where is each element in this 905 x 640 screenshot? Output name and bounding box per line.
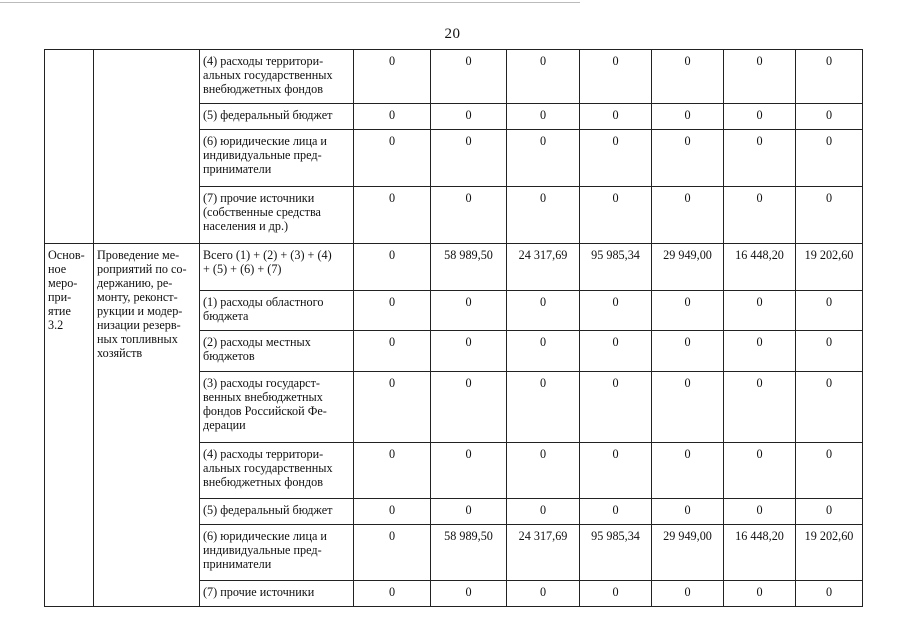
value-cell-text: 0 bbox=[465, 335, 472, 349]
value-cell-text: 58 989,50 bbox=[444, 529, 493, 543]
value-cell bbox=[354, 130, 431, 187]
value-cell bbox=[652, 331, 724, 372]
value-cell bbox=[580, 581, 652, 607]
value-cell bbox=[796, 331, 863, 372]
budget-table bbox=[44, 49, 863, 607]
value-cell-text: 16 448,20 bbox=[735, 248, 784, 262]
value-cell-text: 0 bbox=[684, 503, 691, 517]
value-cell bbox=[431, 187, 507, 244]
value-cell-text: 0 bbox=[539, 447, 547, 461]
funding-source-cell bbox=[200, 104, 354, 130]
value-cell bbox=[354, 443, 431, 499]
value-cell bbox=[431, 291, 507, 331]
value-cell-text: 0 bbox=[684, 585, 691, 599]
value-cell bbox=[507, 130, 580, 187]
value-cell-text: 0 bbox=[612, 54, 619, 68]
funding-source-cell-text: (6) юридические лица и индивидуальные пред- приниматели bbox=[203, 134, 327, 176]
value-cell-text: 0 bbox=[756, 447, 763, 461]
value-cell bbox=[431, 372, 507, 443]
value-cell bbox=[652, 581, 724, 607]
measure-title-cell-text: Проведение ме- роприятий по со- держанию, ре- монту, реконст- рукции и модер- низации резерв- ных топливных хозяйств bbox=[97, 248, 187, 360]
value-cell-text: 0 bbox=[825, 585, 833, 599]
continued-code-cell bbox=[45, 50, 94, 244]
value-cell bbox=[431, 130, 507, 187]
value-cell-text: 29 949,00 bbox=[663, 248, 712, 262]
value-cell-text: 0 bbox=[539, 335, 547, 349]
value-cell bbox=[354, 187, 431, 244]
value-cell-text: 0 bbox=[684, 191, 691, 205]
value-cell-text: 58 989,50 bbox=[444, 248, 493, 262]
value-cell-text: 95 985,34 bbox=[591, 529, 640, 543]
value-cell bbox=[724, 244, 796, 291]
value-cell-text: 0 bbox=[539, 108, 547, 122]
value-cell bbox=[724, 291, 796, 331]
value-cell bbox=[724, 331, 796, 372]
page-number: 20 bbox=[444, 26, 461, 42]
value-cell bbox=[652, 187, 724, 244]
funding-source-cell bbox=[200, 130, 354, 187]
funding-source-cell bbox=[200, 244, 354, 291]
value-cell bbox=[652, 443, 724, 499]
value-cell-text: 0 bbox=[825, 295, 833, 309]
value-cell bbox=[724, 372, 796, 443]
value-cell bbox=[507, 331, 580, 372]
value-cell bbox=[580, 443, 652, 499]
value-cell-text: 0 bbox=[612, 503, 619, 517]
value-cell-text: 0 bbox=[825, 134, 833, 148]
funding-source-cell bbox=[200, 331, 354, 372]
value-cell-text: 0 bbox=[756, 54, 763, 68]
value-cell bbox=[507, 525, 580, 581]
value-cell-text: 0 bbox=[612, 108, 619, 122]
value-cell-text: 0 bbox=[388, 447, 396, 461]
value-cell bbox=[507, 291, 580, 331]
table-row bbox=[45, 50, 863, 104]
value-cell bbox=[796, 50, 863, 104]
value-cell bbox=[580, 104, 652, 130]
value-cell-text: 0 bbox=[612, 335, 619, 349]
value-cell bbox=[580, 291, 652, 331]
funding-source-cell-text: (7) прочие источники (собственные средства населения и др.) bbox=[203, 191, 321, 233]
value-cell-text: 0 bbox=[756, 108, 763, 122]
value-cell-text: 0 bbox=[684, 134, 691, 148]
value-cell-text: 24 317,69 bbox=[518, 248, 568, 262]
value-cell bbox=[431, 50, 507, 104]
value-cell-text: 0 bbox=[756, 376, 763, 390]
value-cell-text: 19 202,60 bbox=[804, 248, 854, 262]
measure-title-cell bbox=[94, 244, 200, 607]
value-cell bbox=[431, 244, 507, 291]
value-cell-text: 0 bbox=[465, 191, 472, 205]
value-cell-text: 0 bbox=[388, 335, 396, 349]
value-cell bbox=[652, 525, 724, 581]
value-cell bbox=[354, 525, 431, 581]
funding-source-cell bbox=[200, 581, 354, 607]
value-cell-text: 0 bbox=[388, 503, 396, 517]
value-cell bbox=[796, 372, 863, 443]
value-cell-text: 0 bbox=[612, 295, 619, 309]
value-cell-text: 24 317,69 bbox=[518, 529, 568, 543]
value-cell-text: 0 bbox=[825, 54, 833, 68]
value-cell-text: 0 bbox=[465, 376, 472, 390]
value-cell bbox=[580, 372, 652, 443]
value-cell-text: 0 bbox=[539, 134, 547, 148]
value-cell bbox=[507, 499, 580, 525]
value-cell-text: 0 bbox=[756, 295, 763, 309]
value-cell bbox=[652, 291, 724, 331]
value-cell bbox=[796, 244, 863, 291]
value-cell-text: 0 bbox=[612, 191, 619, 205]
value-cell-text: 0 bbox=[825, 447, 833, 461]
funding-source-cell-text: (3) расходы государст- венных внебюджетных фондов Российской Фе- дерации bbox=[203, 376, 327, 432]
funding-source-cell-text: (2) расходы местных бюджетов bbox=[203, 335, 311, 363]
value-cell bbox=[580, 525, 652, 581]
value-cell bbox=[354, 499, 431, 525]
value-cell-text: 0 bbox=[612, 585, 619, 599]
funding-source-cell bbox=[200, 50, 354, 104]
value-cell-text: 0 bbox=[612, 447, 619, 461]
funding-source-cell-text: (4) расходы территори- альных государственных внебюджетных фондов bbox=[203, 447, 333, 489]
value-cell bbox=[652, 130, 724, 187]
value-cell bbox=[507, 244, 580, 291]
value-cell-text: 0 bbox=[388, 134, 396, 148]
value-cell-text: 0 bbox=[756, 335, 763, 349]
value-cell-text: 0 bbox=[539, 54, 547, 68]
value-cell-text: 0 bbox=[684, 108, 691, 122]
funding-source-cell bbox=[200, 525, 354, 581]
continued-title-cell bbox=[94, 50, 200, 244]
value-cell-text: 29 949,00 bbox=[663, 529, 712, 543]
value-cell bbox=[354, 244, 431, 291]
value-cell bbox=[431, 331, 507, 372]
value-cell-text: 0 bbox=[756, 191, 763, 205]
value-cell-text: 0 bbox=[756, 503, 763, 517]
value-cell bbox=[724, 499, 796, 525]
funding-source-cell-text: (7) прочие источники bbox=[203, 585, 315, 599]
value-cell bbox=[796, 443, 863, 499]
value-cell-text: 0 bbox=[388, 376, 396, 390]
value-cell-text: 0 bbox=[756, 134, 763, 148]
value-cell-text: 0 bbox=[388, 248, 396, 262]
value-cell bbox=[724, 50, 796, 104]
value-cell bbox=[431, 499, 507, 525]
value-cell bbox=[431, 581, 507, 607]
value-cell-text: 0 bbox=[388, 191, 396, 205]
value-cell bbox=[580, 187, 652, 244]
value-cell bbox=[796, 291, 863, 331]
value-cell bbox=[724, 525, 796, 581]
value-cell bbox=[431, 525, 507, 581]
funding-source-cell bbox=[200, 443, 354, 499]
value-cell bbox=[580, 331, 652, 372]
value-cell bbox=[652, 104, 724, 130]
value-cell-text: 0 bbox=[684, 447, 691, 461]
value-cell bbox=[796, 581, 863, 607]
value-cell bbox=[724, 104, 796, 130]
value-cell bbox=[354, 331, 431, 372]
value-cell bbox=[796, 130, 863, 187]
value-cell bbox=[796, 104, 863, 130]
funding-source-cell-text: (4) расходы территори- альных государственных внебюджетных фондов bbox=[203, 54, 333, 96]
value-cell-text: 0 bbox=[465, 54, 472, 68]
value-cell-text: 0 bbox=[388, 295, 396, 309]
value-cell-text: 0 bbox=[684, 376, 691, 390]
value-cell bbox=[652, 50, 724, 104]
table-row bbox=[45, 244, 863, 291]
value-cell bbox=[507, 581, 580, 607]
value-cell bbox=[507, 104, 580, 130]
value-cell-text: 0 bbox=[825, 376, 833, 390]
value-cell-text: 19 202,60 bbox=[804, 529, 854, 543]
value-cell bbox=[354, 291, 431, 331]
value-cell-text: 0 bbox=[465, 447, 472, 461]
value-cell bbox=[652, 372, 724, 443]
measure-code-cell bbox=[45, 244, 94, 607]
value-cell-text: 0 bbox=[539, 191, 547, 205]
funding-source-cell bbox=[200, 187, 354, 244]
value-cell bbox=[652, 499, 724, 525]
value-cell bbox=[724, 130, 796, 187]
value-cell bbox=[507, 372, 580, 443]
value-cell-text: 16 448,20 bbox=[735, 529, 784, 543]
funding-source-cell bbox=[200, 372, 354, 443]
funding-source-cell bbox=[200, 291, 354, 331]
value-cell-text: 0 bbox=[388, 529, 396, 543]
value-cell bbox=[431, 104, 507, 130]
value-cell bbox=[580, 50, 652, 104]
value-cell-text: 0 bbox=[825, 335, 833, 349]
value-cell bbox=[580, 244, 652, 291]
funding-source-cell-text: (6) юридические лица и индивидуальные пред- приниматели bbox=[203, 529, 327, 571]
value-cell-text: 0 bbox=[465, 503, 472, 517]
value-cell-text: 0 bbox=[539, 585, 547, 599]
value-cell-text: 0 bbox=[465, 134, 472, 148]
value-cell bbox=[724, 187, 796, 244]
value-cell bbox=[507, 50, 580, 104]
value-cell-text: 0 bbox=[539, 376, 547, 390]
value-cell bbox=[580, 130, 652, 187]
value-cell-text: 0 bbox=[684, 335, 691, 349]
value-cell-text: 0 bbox=[756, 585, 763, 599]
value-cell-text: 0 bbox=[612, 134, 619, 148]
value-cell bbox=[354, 50, 431, 104]
value-cell bbox=[652, 244, 724, 291]
value-cell-text: 0 bbox=[612, 376, 619, 390]
value-cell bbox=[507, 443, 580, 499]
value-cell bbox=[724, 581, 796, 607]
value-cell-text: 0 bbox=[684, 54, 691, 68]
value-cell-text: 0 bbox=[465, 585, 472, 599]
value-cell-text: 0 bbox=[388, 585, 396, 599]
funding-source-cell-text: (5) федеральный бюджет bbox=[203, 108, 333, 122]
value-cell bbox=[354, 581, 431, 607]
value-cell-text: 0 bbox=[684, 295, 691, 309]
value-cell-text: 0 bbox=[539, 295, 547, 309]
scan-edge-line bbox=[0, 2, 580, 3]
measure-code-cell-text: Основ- ное меро- при- ятие 3.2 bbox=[48, 248, 85, 332]
value-cell-text: 0 bbox=[465, 295, 472, 309]
value-cell bbox=[431, 443, 507, 499]
funding-source-cell-text: (5) федеральный бюджет bbox=[203, 503, 333, 517]
funding-source-cell bbox=[200, 499, 354, 525]
value-cell bbox=[354, 372, 431, 443]
value-cell bbox=[724, 443, 796, 499]
value-cell bbox=[580, 499, 652, 525]
value-cell bbox=[507, 187, 580, 244]
value-cell-text: 0 bbox=[388, 108, 396, 122]
value-cell bbox=[796, 499, 863, 525]
value-cell-text: 0 bbox=[825, 503, 833, 517]
value-cell-text: 0 bbox=[825, 191, 833, 205]
value-cell bbox=[354, 104, 431, 130]
value-cell-text: 0 bbox=[388, 54, 396, 68]
value-cell-text: 0 bbox=[539, 503, 547, 517]
funding-source-cell-text: (1) расходы областного бюджета bbox=[203, 295, 324, 323]
value-cell bbox=[796, 187, 863, 244]
funding-source-cell-text: Всего (1) + (2) + (3) + (4) + (5) + (6) + (7) bbox=[203, 248, 332, 276]
value-cell-text: 95 985,34 bbox=[591, 248, 640, 262]
value-cell-text: 0 bbox=[465, 108, 472, 122]
value-cell bbox=[796, 525, 863, 581]
value-cell-text: 0 bbox=[825, 108, 833, 122]
